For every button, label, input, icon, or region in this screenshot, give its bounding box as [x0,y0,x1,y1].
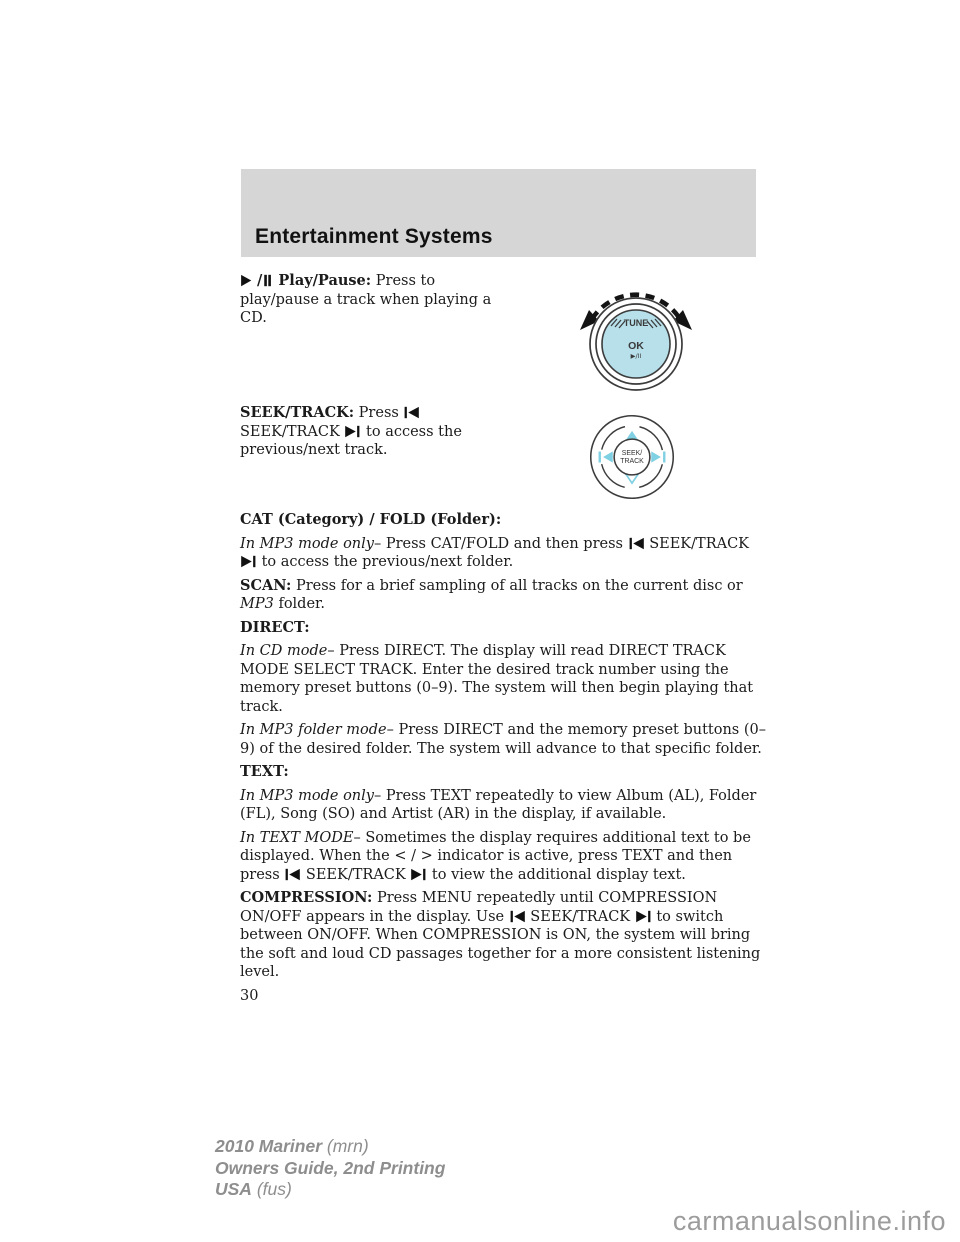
text-run: Press to play/pause a track when playing a CD. [240,273,492,326]
next-track-icon [344,425,361,438]
text-run: USA [215,1179,252,1199]
cat-fold-heading [240,511,766,530]
main-text-column [240,511,766,1005]
text-run: – Press DIRECT and the memory preset buttons (0–9) of the desired folder. The system will advance to that specific folder. [240,722,766,757]
scan-text [240,577,766,614]
text-mode-text [240,829,766,885]
text-run: SEEK/TRACK: [240,404,355,421]
text-run: – Press DIRECT. The display will read DIRECT TRACK MODE SELECT TRACK. Enter the desired track number using the memory preset buttons (0–9). The system will then begin playing that track. [240,643,754,715]
seek-track-pad-figure [588,413,676,501]
next-track-icon [240,555,257,568]
play-pause-text [240,272,498,328]
next-track-icon [635,910,652,923]
text-run: CAT (Category) / FOLD (Folder): [240,511,502,528]
text-run: SCAN: [240,576,292,594]
text-run: In MP3 mode only [240,535,374,552]
seek-track-pad-illustration [588,413,676,501]
text-run: 2010 Mariner [215,1136,323,1156]
text-run: to access the previous/next track. [240,423,462,458]
seek-pad-label-line1: SEEK/ [621,450,643,458]
text-run: to switch between ON/OFF. When COMPRESSION is ON, the system will bring the soft and loud CD passages together for a more consistent listening level. [240,908,761,980]
ok-button-label: OK [628,340,644,352]
text-run: Press [354,405,404,421]
text-run: – Sometimes the display requires additional text to be displayed. When the < / > indicator is active, press TEXT and then press [240,829,751,883]
prev-track-icon [284,868,301,881]
watermark-text: carmanualsonline.info [672,1206,946,1236]
text-run: SEEK/TRACK [301,866,411,883]
text-run: / [252,272,263,289]
prev-track-icon [509,910,526,923]
text-run: Press MENU repeatedly until COMPRESSION ON/OFF appears in the display. Use [240,890,718,925]
text-run: folder. [273,596,325,612]
text-run: MP3 [240,596,274,612]
text-run: SEEK/TRACK [240,423,345,440]
text-run: SEEK/TRACK [525,908,635,925]
tune-knob-figure [576,268,696,394]
text-heading [240,763,766,782]
footer-line-model [215,1136,445,1158]
text-run: SEEK/TRACK [644,535,750,552]
direct-heading [240,619,766,638]
text-run: TEXT: [240,763,289,780]
play-pause-button-label: ▶/II [630,353,642,360]
footer-line-guide [215,1158,445,1180]
seek-track-text [240,404,498,460]
next-track-icon [410,868,427,881]
compression-text [240,889,766,982]
prev-track-icon [628,537,645,550]
pause-icon [262,274,273,287]
page-number: 30 [240,987,259,1004]
section-header-bar [241,169,756,257]
tune-knob-illustration [576,268,696,394]
text-run: Press for a brief sampling of all tracks on the current disc or [291,577,743,594]
text-run: In CD mode [240,643,328,659]
text-run: In TEXT MODE [240,829,354,846]
direct-cd-mode-text [240,642,766,716]
tune-label: TUNE [623,318,649,328]
text-run: COMPRESSION: [240,889,373,906]
text-run: Play/Pause: [273,272,372,289]
seek-pad-label-line2: TRACK [620,457,644,465]
play-icon [240,274,252,287]
text-run: Owners Guide, 2nd Printing [215,1157,446,1178]
text-run: DIRECT: [240,618,310,636]
text-run: (fus) [251,1179,292,1199]
text-run: In MP3 mode only [240,787,374,804]
direct-mp3-folder-text [240,721,766,758]
footer-line-market [215,1179,445,1201]
prev-track-icon [403,406,420,419]
cat-fold-text [240,535,766,572]
text-mp3-mode-text [240,787,766,824]
text-run: to view the additional display text. [427,866,686,883]
page-title: Entertainment Systems [255,225,493,248]
text-run: In MP3 folder mode [240,722,387,738]
text-run: to access the previous/next folder. [257,554,514,570]
text-run: (mrn) [322,1136,369,1156]
text-run: – Press CAT/FOLD and then press [373,535,628,552]
text-run: – Press TEXT repeatedly to view Album (AL), Folder (FL), Song (SO) and Artist (AR) in the display, if available. [240,787,757,822]
footer-imprint [215,1136,445,1201]
